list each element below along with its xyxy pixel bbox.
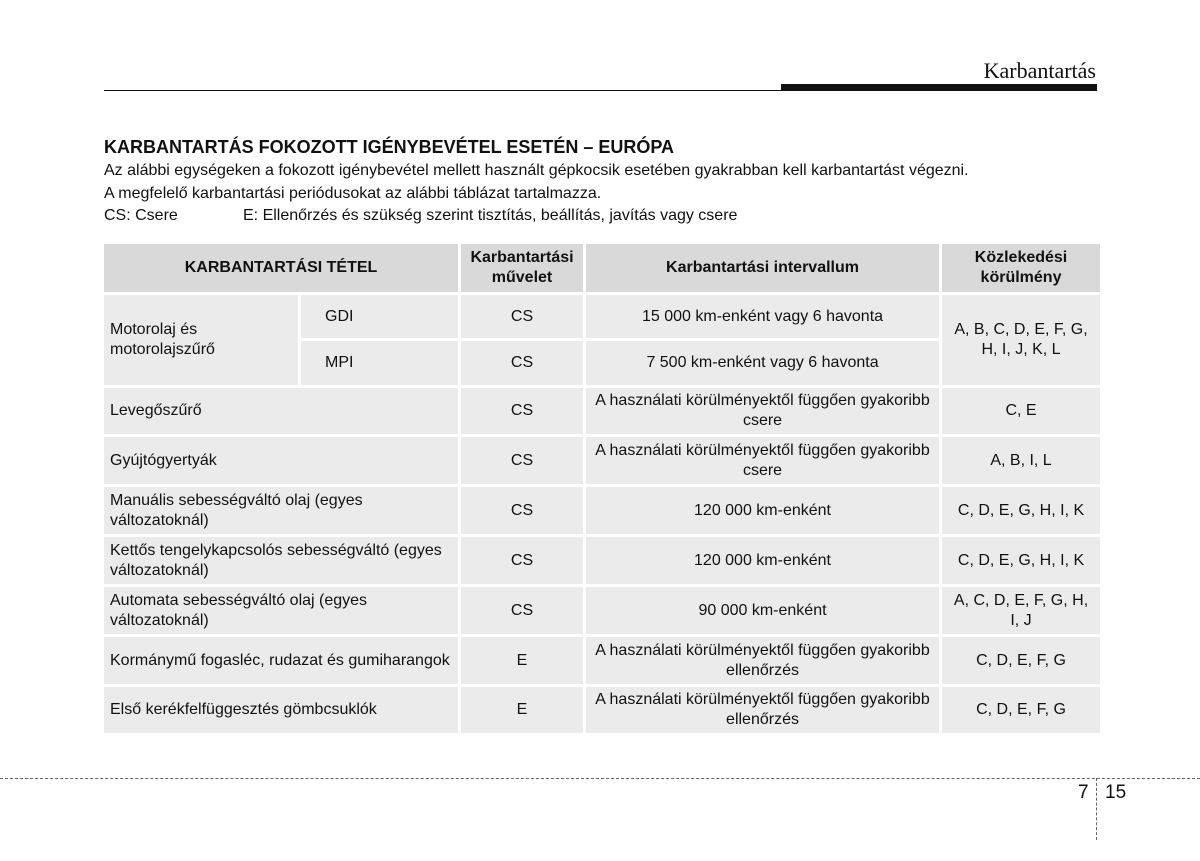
header-interval: Karbantartási intervallum — [586, 244, 939, 292]
table-row — [104, 687, 1100, 733]
row-item: Gyújtógyertyák — [104, 437, 458, 484]
row-conditions: A, B, I, L — [942, 437, 1100, 484]
oil-conditions: A, B, C, D, E, F, G, H, I, J, K, L — [942, 295, 1100, 385]
oil-item: Motorolaj és motorolajszűrő — [104, 295, 298, 385]
row-conditions: A, C, D, E, F, G, H, I, J — [942, 587, 1100, 634]
table-row — [104, 437, 1100, 484]
header-conditions: Közlekedési körülmény — [942, 244, 1100, 292]
maintenance-table — [101, 241, 1103, 736]
row-interval: 120 000 km-enként — [586, 537, 939, 584]
table-row — [104, 587, 1100, 634]
oil-gdi-operation: CS — [461, 295, 583, 338]
page-number: 15 — [1105, 782, 1127, 803]
intro-line-2: A megfelelő karbantartási periódusokat az alábbi táblázat tartalmazza. — [104, 185, 602, 202]
header-operation: Karbantartási művelet — [461, 244, 583, 292]
footer-dashed-rule — [0, 778, 1200, 779]
oil-variant-gdi: GDI — [301, 295, 458, 338]
row-item: Kettős tengelykapcsolós sebességváltó (egyes változatoknál) — [104, 537, 458, 584]
row-interval: 120 000 km-enként — [586, 487, 939, 534]
row-item: Levegőszűrő — [104, 388, 458, 434]
table-row — [104, 487, 1100, 534]
oil-gdi-interval: 15 000 km-enként vagy 6 havonta — [586, 295, 939, 338]
row-conditions: C, E — [942, 388, 1100, 434]
chapter-number: 7 — [1078, 782, 1089, 803]
row-item: Automata sebességváltó olaj (egyes változatoknál) — [104, 587, 458, 634]
row-conditions: C, D, E, F, G — [942, 687, 1100, 733]
section-title: KARBANTARTÁS FOKOZOTT IGÉNYBEVÉTEL ESETÉN – EURÓPA — [104, 137, 675, 157]
row-interval: A használati körülményektől függően gyakoribb ellenőrzés — [586, 687, 939, 733]
oil-variant-mpi: MPI — [301, 341, 458, 385]
row-conditions: C, D, E, G, H, I, K — [942, 537, 1100, 584]
oil-mpi-interval: 7 500 km-enként vagy 6 havonta — [586, 341, 939, 385]
intro-line-1: Az alábbi egységeken a fokozott igénybevétel mellett használt gépkocsik esetében gyakrabban kell karbantartást végezni. — [104, 162, 969, 179]
row-operation: E — [461, 687, 583, 733]
row-operation: CS — [461, 587, 583, 634]
row-interval: 90 000 km-enként — [586, 587, 939, 634]
row-operation: E — [461, 637, 583, 684]
row-interval: A használati körülményektől függően gyakoribb csere — [586, 388, 939, 434]
oil-mpi-operation: CS — [461, 341, 583, 385]
row-operation: CS — [461, 388, 583, 434]
row-operation: CS — [461, 537, 583, 584]
legend-cs: CS: Csere — [104, 207, 178, 224]
row-item: Manuális sebességváltó olaj (egyes változatoknál) — [104, 487, 458, 534]
row-operation: CS — [461, 487, 583, 534]
row-interval: A használati körülményektől függően gyakoribb csere — [586, 437, 939, 484]
row-conditions: C, D, E, G, H, I, K — [942, 487, 1100, 534]
row-item: Első kerékfelfüggesztés gömbcsuklók — [104, 687, 458, 733]
header-item: KARBANTARTÁSI TÉTEL — [104, 244, 458, 292]
table-row — [104, 295, 1100, 338]
table-row — [104, 537, 1100, 584]
row-conditions: C, D, E, F, G — [942, 637, 1100, 684]
legend-e: E: Ellenőrzés és szükség szerint tisztítás, beállítás, javítás vagy csere — [243, 207, 738, 224]
row-item: Kormánymű fogasléc, rudazat és gumiharangok — [104, 637, 458, 684]
page-header-title: Karbantartás — [983, 58, 1096, 83]
footer-dashed-divider — [1096, 778, 1097, 840]
table-row — [104, 388, 1100, 434]
row-interval: A használati körülményektől függően gyakoribb ellenőrzés — [586, 637, 939, 684]
row-operation: CS — [461, 437, 583, 484]
header-rule-thick — [781, 84, 1097, 91]
header-rule-thin — [104, 90, 784, 91]
table-row — [104, 637, 1100, 684]
